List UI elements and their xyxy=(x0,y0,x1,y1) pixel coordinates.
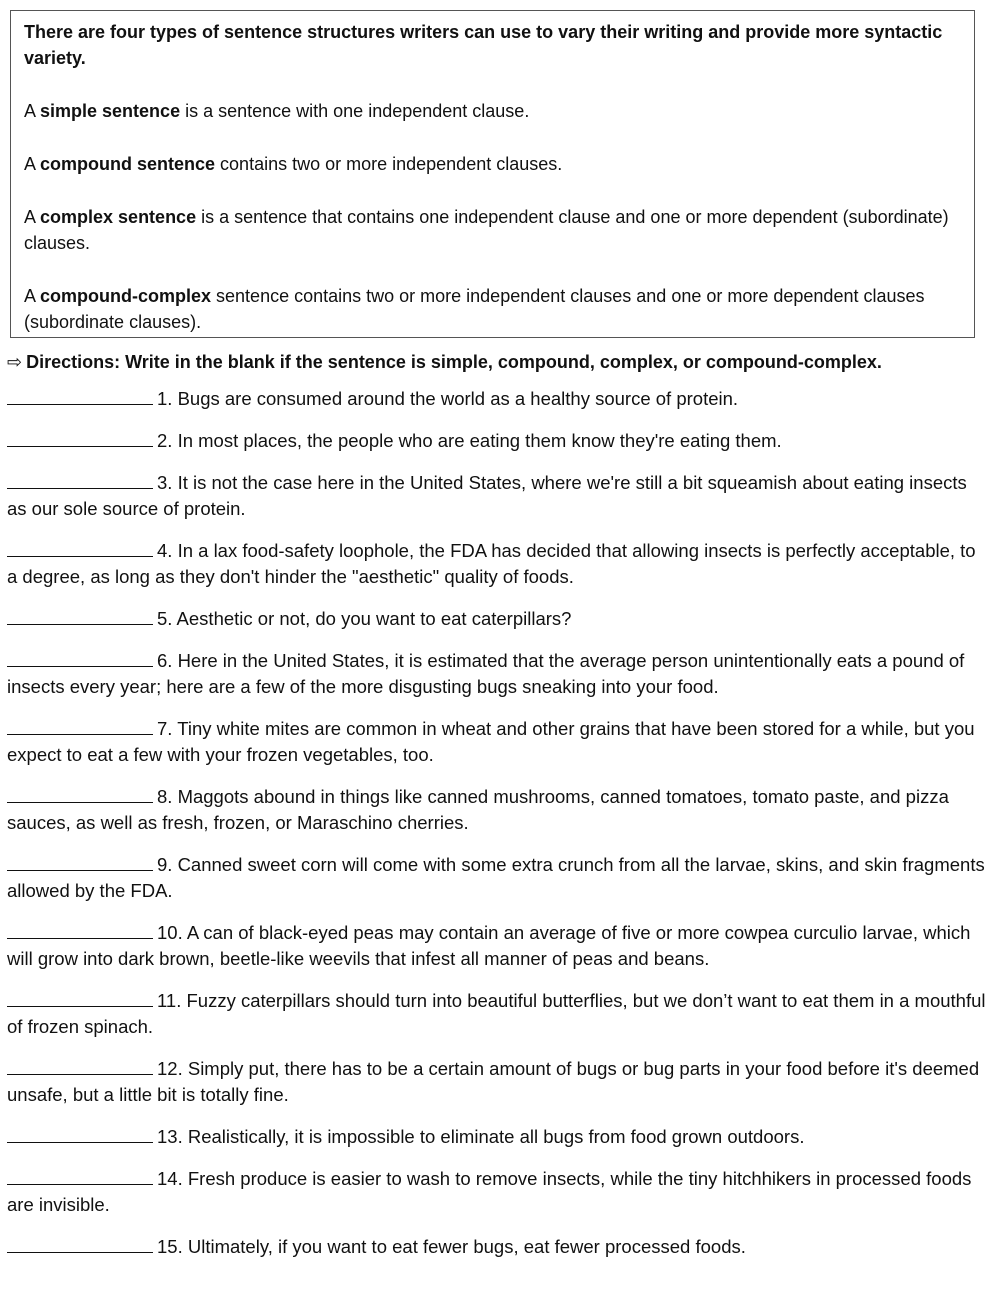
answer-blank[interactable] xyxy=(7,1124,153,1143)
definitions-box xyxy=(10,10,975,338)
answer-blank[interactable] xyxy=(7,470,153,489)
compound-complex-definition: A compound-complex sentence contains two or more independent clauses and one or more dependent clauses (subordinate clauses). xyxy=(24,286,925,332)
answer-blank[interactable] xyxy=(7,988,153,1007)
exercise-item: 13. Realistically, it is impossible to eliminate all bugs from food grown outdoors. xyxy=(7,1124,991,1150)
directions xyxy=(7,349,882,375)
answer-blank[interactable] xyxy=(7,386,153,405)
answer-blank[interactable] xyxy=(7,716,153,735)
intro-text: There are four types of sentence structures writers can use to vary their writing and provide more syntactic variety. xyxy=(24,22,943,68)
exercise-item: 1. Bugs are consumed around the world as a healthy source of protein. xyxy=(7,386,991,412)
exercise-item: 11. Fuzzy caterpillars should turn into beautiful butterflies, but we don’t want to eat them in a mouthful of frozen spinach. xyxy=(7,990,986,1037)
answer-blank[interactable] xyxy=(7,606,153,625)
arrow-right-icon: ⇨ xyxy=(7,352,23,372)
directions-text: Directions: Write in the blank if the sentence is simple, compound, complex, or compound-complex. xyxy=(26,352,882,372)
exercise-item: 10. A can of black-eyed peas may contain an average of five or more cowpea curculio larvae, which will grow into dark brown, beetle-like weevils that infest all manner of peas and beans. xyxy=(7,922,971,969)
exercise-item: 12. Simply put, there has to be a certain amount of bugs or bug parts in your food before it's deemed unsafe, but a little bit is totally fine. xyxy=(7,1058,980,1105)
answer-blank[interactable] xyxy=(7,428,153,447)
answer-blank[interactable] xyxy=(7,1234,153,1253)
exercise-item: 7. Tiny white mites are common in wheat and other grains that have been stored for a while, but you expect to eat a few with your frozen vegetables, too. xyxy=(7,718,975,765)
answer-blank[interactable] xyxy=(7,852,153,871)
exercise-item: 3. It is not the case here in the United States, where we're still a bit squeamish about eating insects as our sole source of protein. xyxy=(7,472,967,519)
exercise-item: 4. In a lax food-safety loophole, the FDA has decided that allowing insects is perfectly acceptable, to a degree, as long as they don't hinder the "aesthetic" quality of foods. xyxy=(7,540,976,587)
answer-blank[interactable] xyxy=(7,784,153,803)
complex-definition: A complex sentence is a sentence that contains one independent clause and one or more dependent (subordinate) clauses. xyxy=(24,207,949,253)
simple-term: simple sentence xyxy=(40,101,181,121)
compound-term: compound sentence xyxy=(40,154,216,174)
exercise-item: 8. Maggots abound in things like canned mushrooms, canned tomatoes, tomato paste, and pizza sauces, as well as fresh, frozen, or Maraschino cherries. xyxy=(7,786,949,833)
exercise-item: 14. Fresh produce is easier to wash to remove insects, while the tiny hitchhikers in processed foods are invisible. xyxy=(7,1168,972,1215)
answer-blank[interactable] xyxy=(7,648,153,667)
exercise-item: 15. Ultimately, if you want to eat fewer bugs, eat fewer processed foods. xyxy=(7,1234,991,1260)
compound-complex-term: compound-complex xyxy=(40,286,212,306)
answer-blank[interactable] xyxy=(7,920,153,939)
compound-definition: A compound sentence contains two or more independent clauses. xyxy=(24,154,563,174)
complex-term: complex sentence xyxy=(40,207,197,227)
exercise-list xyxy=(7,386,991,1276)
exercise-item: 6. Here in the United States, it is estimated that the average person unintentionally eats a pound of insects every year; here are a few of the more disgusting bugs sneaking into your food. xyxy=(7,650,965,697)
exercise-item: 5. Aesthetic or not, do you want to eat caterpillars? xyxy=(7,606,991,632)
exercise-item: 9. Canned sweet corn will come with some extra crunch from all the larvae, skins, and skin fragments allowed by the FDA. xyxy=(7,854,985,901)
simple-definition: A simple sentence is a sentence with one independent clause. xyxy=(24,101,530,121)
exercise-item: 2. In most places, the people who are eating them know they're eating them. xyxy=(7,428,991,454)
answer-blank[interactable] xyxy=(7,1166,153,1185)
answer-blank[interactable] xyxy=(7,538,153,557)
answer-blank[interactable] xyxy=(7,1056,153,1075)
